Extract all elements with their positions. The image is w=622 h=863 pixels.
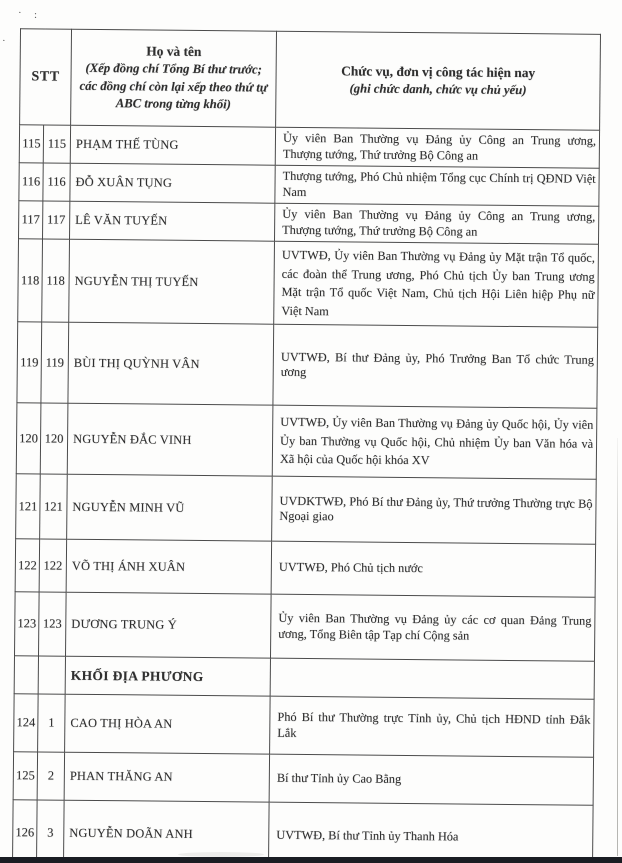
block-no-cell: 118	[42, 239, 70, 322]
block-no-cell: 117	[43, 201, 70, 239]
header-name-title: Họ và tên	[146, 43, 202, 60]
table-row	[19, 163, 599, 207]
scan-speck: ·	[2, 35, 6, 47]
block-no-cell: 3	[36, 800, 64, 863]
header-name	[71, 29, 277, 127]
table-row	[12, 800, 593, 863]
position-cell	[270, 658, 594, 699]
name-cell: NGUYỄN THỊ TUYẾN	[69, 239, 275, 324]
position-cell: Thượng tướng, Phó Chủ nhiệm Tổng cục Chính trị QĐND Việt Nam	[275, 165, 599, 206]
name-cell: PHAN THĂNG AN	[64, 752, 269, 802]
stt-cell: 115	[19, 125, 43, 163]
block-no-cell: 1	[38, 694, 66, 752]
position-cell: Ủy viên Ban Thường vụ Đảng ủy các cơ quan Đảng Trung ương, Tổng Biên tập Tạp chí Cộng sản	[271, 594, 596, 661]
page-edge-line	[617, 438, 619, 856]
position-cell: UVTWĐ, Ủy viên Ban Thường vụ Đảng ủy Quốc hội, Ủy viên Ủy ban Thường vụ Quốc hội, Chủ nhiệm Ủy ban Văn hóa và Xã hội của Quốc hội khóa XV	[272, 405, 597, 479]
stt-cell: 116	[19, 163, 43, 201]
position-cell: Ủy viên Ban Thường vụ Đảng ủy Công an Trung ương, Thượng tướng, Thứ trưởng Bộ Công an	[275, 127, 599, 168]
table-row	[16, 403, 597, 480]
block-no-cell: 119	[41, 322, 69, 403]
stt-cell: 122	[15, 539, 40, 592]
stt-cell: 119	[17, 322, 42, 403]
position-cell: UVDKTWĐ, Phó Bí thư Đảng ủy, Thứ trưởng Thường trực Bộ Ngoại giao	[272, 476, 597, 544]
block-no-cell: 121	[40, 474, 68, 539]
block-no-cell: 120	[40, 403, 68, 474]
block-no-cell	[38, 656, 65, 694]
stt-cell: 117	[19, 201, 43, 239]
header-position	[276, 31, 601, 130]
name-cell: VÕ THỊ ÁNH XUÂN	[66, 539, 271, 594]
header-stt: STT	[20, 29, 72, 125]
stt-cell: 126	[12, 800, 37, 863]
table-row	[16, 474, 597, 545]
name-cell: NGUYỄN DOÃN ANH	[64, 800, 270, 863]
scan-speck: :	[34, 9, 38, 21]
block-no-cell: 116	[43, 163, 70, 201]
stt-cell: 125	[13, 752, 37, 800]
stt-cell	[14, 656, 38, 694]
block-no-cell: 123	[39, 592, 67, 656]
section-title: KHỐI ĐỊA PHƯƠNG	[65, 656, 270, 696]
position-cell: UVTWĐ, Bí thư Tỉnh ủy Thanh Hóa	[269, 802, 594, 863]
name-cell: NGUYỄN ĐẮC VINH	[67, 403, 273, 476]
header-position-title: Chức vụ, đơn vị công tác hiện nay	[341, 63, 536, 80]
position-cell: Ủy viên Ban Thường vụ Đảng ủy Công an Trung ương, Thượng tướng, Thứ trưởng Bộ Công an	[275, 203, 599, 244]
name-cell: BÙI THỊ QUỲNH VÂN	[68, 322, 274, 405]
table-row	[18, 239, 599, 328]
stt-cell: 121	[16, 474, 41, 539]
block-no-cell: 122	[39, 539, 67, 592]
stt-cell: 124	[14, 694, 39, 752]
name-cell: NGUYỄN MINH VŨ	[67, 474, 273, 541]
name-cell: CAO THỊ HÒA AN	[65, 694, 271, 754]
table-row	[19, 201, 599, 245]
header-name-note: (Xếp đồng chí Tổng Bí thư trước; các đồng chí còn lại xếp theo thứ tự ABC trong từng khối)	[79, 61, 268, 112]
position-cell: Bí thư Tỉnh ủy Cao Bằng	[269, 754, 593, 805]
stt-cell: 123	[15, 592, 40, 656]
position-cell: UVTWĐ, Bí thư Đảng ủy, Phó Trưởng Ban Tổ chức Trung ương	[273, 324, 598, 408]
stt-cell: 118	[18, 239, 43, 322]
scan-speck: ·	[18, 7, 22, 19]
name-cell: DƯƠNG TRUNG Ý	[66, 592, 272, 658]
block-no-cell: 115	[43, 125, 70, 163]
header-position-note: (ghi chức danh, chức vụ chủ yếu)	[349, 81, 527, 97]
block-no-cell: 2	[37, 752, 64, 800]
table-row	[17, 322, 598, 409]
table-row	[15, 592, 596, 662]
name-cell: ĐỖ XUÂN TỤNG	[70, 163, 275, 203]
table-row	[19, 125, 599, 169]
name-cell: PHẠM THẾ TÙNG	[70, 125, 275, 165]
stt-cell: 120	[16, 403, 41, 474]
scan-bottom-bar	[0, 857, 622, 863]
table-row	[15, 539, 595, 598]
table-header-row	[20, 29, 601, 131]
section-row	[14, 656, 594, 700]
position-cell: Phó Bí thư Thường trực Tỉnh ủy, Chủ tịch HĐND tỉnh Đắk Lắk	[270, 696, 595, 757]
officials-table	[12, 28, 600, 863]
table-row	[14, 694, 595, 758]
table-row	[13, 752, 593, 806]
name-cell: LÊ VĂN TUYẾN	[70, 201, 275, 241]
position-cell: UVTWĐ, Phó Chủ tịch nước	[271, 541, 595, 597]
position-cell: UVTWĐ, Ủy viên Ban Thường vụ Đảng ủy Mặt trận Tổ quốc, các đoàn thể Trung ương, Phó Chủ tịch Ủy ban Trung ương Mặt trận Tổ quốc Việt Nam, Chủ tịch Hội Liên hiệp Phụ nữ Việt Nam	[274, 241, 599, 327]
